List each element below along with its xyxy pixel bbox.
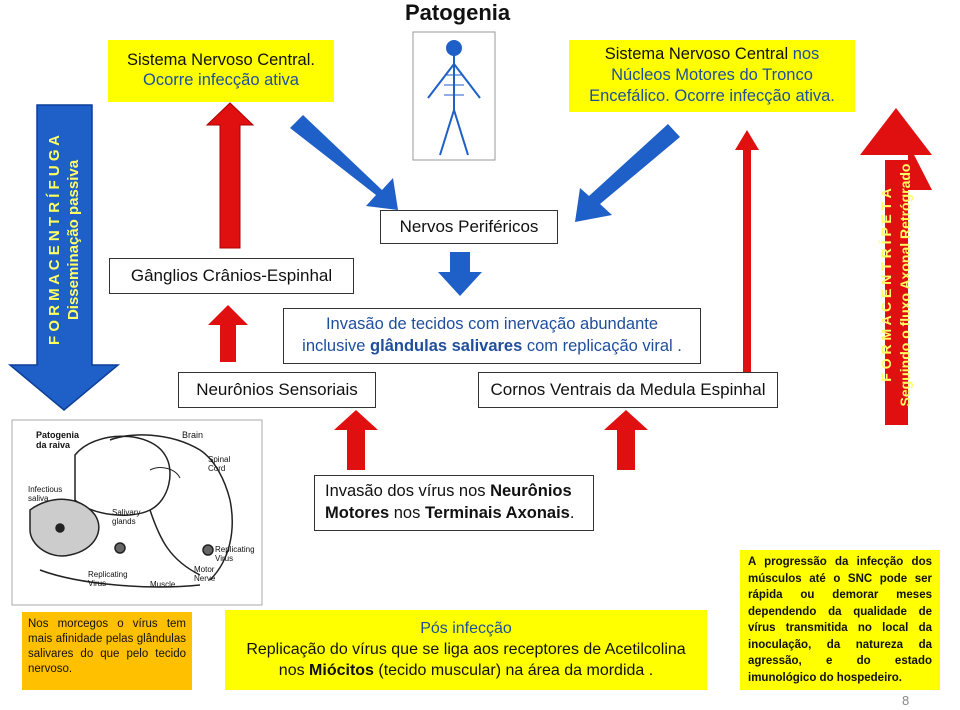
virus-invasion-mid: nos [389, 504, 425, 522]
cns-motor-line3: Encefálico. Ocorre infecção ativa. [589, 87, 835, 105]
label-spinal-cord: Spinal Cord [208, 455, 231, 473]
tissue-invasion-pre: inclusive [302, 337, 371, 355]
centripetal-line2: Seguindo o fluxo Axonal Retrógrado [897, 163, 913, 407]
right-red-arrow-head [860, 108, 932, 155]
post-infection-bold: Miócitos [309, 662, 374, 679]
bats-note-box: Nos morcegos o vírus tem mais afinidade pelas glândulas salivares do que pelo tecido nervoso. [22, 612, 192, 690]
red-up-arrow-right-thin [735, 130, 759, 372]
post-infection-heading: Pós infecção [420, 620, 512, 637]
blue-down-arrow-center [438, 252, 482, 296]
illustration-title: Patogenia da raiva [36, 430, 80, 450]
centripetal-form-label [877, 155, 915, 415]
label-muscle: Muscle [150, 580, 176, 589]
blue-diag-arrow-right [575, 124, 680, 222]
virus-invasion-box [314, 475, 594, 531]
virus-invasion-bold1: Neurônios Motores [325, 482, 572, 522]
post-infection-post: (tecido muscular) na área da mordida . [373, 662, 654, 679]
label-replicating-virus-2: Replicating Virus [88, 570, 128, 588]
tissue-invasion-box [283, 308, 701, 364]
label-salivary-glands: Salivary glands [112, 508, 141, 526]
cns-box-line1: Sistema Nervoso Central. [127, 51, 315, 69]
cns-motor-line2: Núcleos Motores do Tronco [611, 66, 813, 84]
tissue-invasion-line1: Invasão de tecidos com inervação abundante [325, 315, 659, 333]
label-infectious-saliva: Infectious saliva [28, 485, 63, 503]
red-up-arrow-cornos [604, 410, 648, 470]
red-up-arrow-ganglios [208, 305, 248, 362]
cns-motor-rest: nos [788, 45, 820, 63]
red-up-arrow-topleft [207, 103, 253, 248]
red-up-arrow-sensoriais [334, 410, 378, 470]
tissue-invasion-post: com replicação viral . [522, 337, 682, 355]
virus-invasion-post: . [569, 504, 575, 522]
post-infection-pre: nos [278, 662, 310, 679]
label-brain: Brain [182, 430, 204, 440]
tissue-invasion-bold: glândulas salivares [370, 337, 523, 355]
label-motor-nerve: Motor Nerve [194, 565, 216, 583]
progression-note-box: A progressão da infecção dos músculos até o SNC pode ser rápida ou demorar meses dependendo da qualidade de vírus transmitida no local da inoculação, da natureza da agressão, e do estado imunológico do hospedeiro. [740, 550, 940, 690]
blue-diag-arrow-left [290, 115, 398, 210]
centrifugal-line1: F O R M A C E N T R Í F U G A [46, 135, 63, 345]
centrifugal-form-label [45, 110, 83, 370]
ventral-horns-box: Cornos Ventrais da Medula Espinhal [478, 372, 778, 408]
cns-motor-nuclei-box [569, 40, 855, 112]
post-infection-line1: Replicação do vírus que se liga aos receptores de Acetilcolina [246, 641, 686, 658]
cns-active-infection-box [108, 40, 334, 102]
virus-invasion-pre: Invasão dos vírus nos [325, 482, 491, 500]
centripetal-line1: F O R M A C E N T R Í P E T A [878, 188, 894, 382]
cns-box-line2: Ocorre infecção ativa [143, 71, 299, 89]
label-replicating-virus-1: Replicating Virus [215, 545, 255, 563]
ganglia-box: Gânglios Crânios-Espinhal [109, 258, 354, 294]
sensory-neurons-box: Neurônios Sensoriais [178, 372, 376, 408]
page-title: Patogenia [405, 0, 511, 25]
human-nervous-system-figure [413, 32, 495, 160]
page-number: 8 [902, 693, 910, 708]
cns-motor-bold: Sistema Nervoso Central [604, 45, 789, 63]
virus-invasion-bold2: Terminais Axonais [424, 504, 570, 522]
peripheral-nerves-box: Nervos Periféricos [380, 210, 558, 244]
centrifugal-line2: Disseminação passiva [65, 159, 82, 321]
post-infection-box [225, 610, 707, 690]
